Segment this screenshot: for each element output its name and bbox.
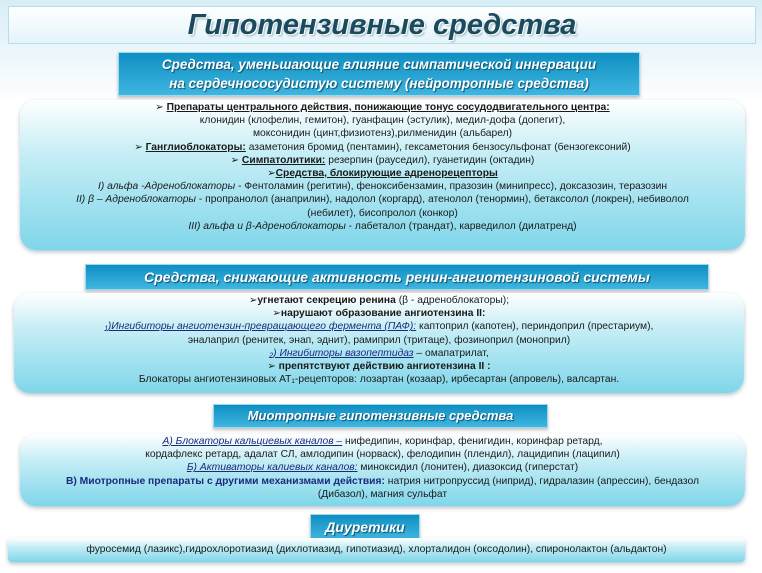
angio-formation-line bbox=[14, 307, 744, 320]
angio-action: препятствуют действию ангиотензина II : bbox=[278, 361, 491, 373]
panel-renin bbox=[14, 293, 744, 393]
arrow-bullet-icon: ➢ bbox=[155, 102, 164, 113]
adreno-heading: Средства, блокирующие адренорецепторы bbox=[275, 168, 498, 180]
sympatholytic-text: резерпин (раусeдил), гуанетидин (октадин) bbox=[325, 154, 535, 166]
alpha-beta-label: III) альфа и β-Адреноблокаторы bbox=[188, 220, 346, 232]
ca-text: нифедипин, коринфар, фенигидин, коринфар ретард, bbox=[342, 436, 603, 447]
k-text: миноксидил (лонитен), диазоксид (гиперстат) bbox=[357, 462, 579, 474]
central-line: клонидин (клофелин, гемитон), гуанфацин (эстулик), медил-дофа (допегит), bbox=[199, 115, 566, 127]
item-sympatholytic bbox=[20, 154, 745, 167]
central-line: моксонидин (цинт,физиотенз),рилменидин (альбарел) bbox=[252, 128, 513, 140]
k-line bbox=[20, 461, 745, 474]
renin-text: (β - адреноблокаторы); bbox=[395, 295, 510, 306]
ganglio-heading: Ганглиоблокаторы: bbox=[145, 141, 246, 153]
alpha-beta-text: - лабеталол (трандат), карведилол (дилатренд) bbox=[345, 220, 577, 232]
section-header-myotropic: Миотропные гипотензивные средства bbox=[213, 404, 548, 428]
alpha-text: - Фентоламин (регитин), феноксибензамин, празозин (минипресс), доксазозин, теразозин bbox=[235, 181, 668, 193]
beta-label: II) β – Адреноблокаторы bbox=[76, 194, 197, 206]
panel-neurotropic bbox=[20, 100, 745, 250]
item-ganglio bbox=[20, 141, 745, 154]
section-header-renin: Средства, снижающие активность ренин-ангиотензиновой системы bbox=[85, 264, 709, 290]
central-heading: Препараты центрального действия, понижающие тонус сосудодвигательного центра: bbox=[166, 102, 610, 113]
other-line-2: (Дибазол), магния сульфат bbox=[317, 488, 448, 500]
beta-line-2: (небилет), бисопролол (конкор) bbox=[307, 207, 458, 219]
arrow-bullet-icon: ➢ bbox=[134, 141, 143, 153]
at1-line: Блокаторы ангиотензиновых АТ₁-рецепторов: лозартан (козаар), ирбесартан (апровель), валсартан. bbox=[138, 374, 620, 386]
ace-line-2: эналаприл (ренитек, энап, эднит), рамиприл (тритаце), фозиноприл (моноприл) bbox=[187, 334, 571, 346]
vaso-label: ₂) Ингибиторы вазопептидаз bbox=[269, 347, 414, 359]
renin-bold: угнетают секрецию ренина bbox=[257, 295, 396, 306]
arrow-bullet-icon: ➢ bbox=[267, 168, 276, 180]
ace-text: каптоприл (капотен), периндоприл (престариум), bbox=[416, 321, 654, 333]
k-label: Б) Активаторы калиевых каналов: bbox=[186, 462, 358, 474]
section-header-neurotropic bbox=[118, 52, 640, 96]
ca-line-2: кордафлекс ретард, адалат СЛ, амлодипин (норваск), фелодипин (плендил), лацидипин (лаципил) bbox=[145, 449, 620, 461]
beta-text: - пропранолол (анаприлин), надолол (коргард), атенолол (тенормин), бетаксолол (локрен), небиволол bbox=[196, 194, 689, 206]
beta-line bbox=[20, 193, 745, 206]
panel-diuretics bbox=[8, 538, 745, 562]
item-adreno bbox=[20, 167, 745, 180]
other-label: В) Миотропные препараты с другими механизмами действия: bbox=[65, 475, 385, 487]
ca-label: А) Блокаторы кальциевых каналов – bbox=[162, 436, 343, 447]
ganglio-text: азаметония бромид (пентамин), гексаметония бензосульфонат (бензогексоний) bbox=[245, 141, 631, 153]
alpha-label: I) альфа -Адреноблокаторы bbox=[97, 181, 236, 193]
page-title: Гипотензивные средства bbox=[8, 6, 756, 44]
section-header-diuretics: Диуретики bbox=[310, 514, 420, 540]
vaso-text: – омапатрилат, bbox=[413, 347, 489, 359]
diuretics-line: фуросемид (лазикс),гидрохлоротиазид (дихлотиазид, гипотиазид), хлорталидон (оксодолин), спиронолактон (альдактон) bbox=[86, 544, 667, 555]
arrow-bullet-icon: ➢ bbox=[248, 295, 258, 306]
alpha-line bbox=[20, 180, 745, 193]
ace-line bbox=[14, 320, 744, 333]
item-central bbox=[20, 101, 745, 114]
ace-label: ₁)Ингибиторы ангиотензин-превращающего фермента (ПАФ): bbox=[104, 321, 417, 333]
other-line bbox=[20, 475, 745, 488]
angio-formation: нарушают образование ангиотензина II: bbox=[280, 308, 486, 320]
arrow-bullet-icon: ➢ bbox=[272, 308, 281, 320]
angio-action-line bbox=[14, 360, 744, 373]
alpha-beta-line bbox=[20, 220, 745, 233]
other-text: натрия нитропруссид (ниприд), гидралазин (апрессин), бендазол bbox=[384, 475, 700, 487]
sympatholytic-heading: Симпатолитики: bbox=[241, 154, 326, 166]
panel-myotropic bbox=[20, 434, 745, 506]
section-header-line: на сердечнососудистую систему (нейротропные средства) bbox=[169, 76, 589, 91]
ca-line bbox=[20, 435, 745, 448]
renin-line bbox=[14, 294, 744, 307]
section-header-line: Средства, уменьшающие влияние симпатической иннервации bbox=[161, 57, 597, 72]
vaso-line bbox=[14, 347, 744, 360]
arrow-bullet-icon: ➢ bbox=[230, 154, 240, 166]
arrow-bullet-icon: ➢ bbox=[267, 361, 276, 373]
